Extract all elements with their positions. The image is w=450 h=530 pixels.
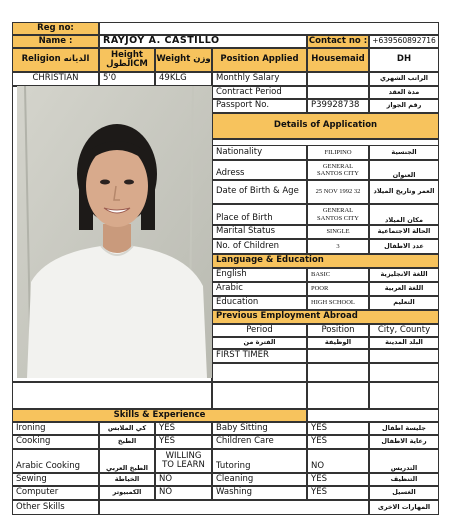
arabic-value: POOR: [307, 282, 369, 296]
housemaid-header: Housemaid: [307, 48, 369, 72]
skill-arabic-cooking-label: Arabic Cooking: [12, 449, 99, 473]
contract-period-label: Contract Period: [212, 86, 307, 99]
employment-entry-position: [307, 349, 369, 363]
skill-baby-sitting-ar: جليسة اطفال: [369, 422, 439, 435]
skill-tutoring-value: NO: [307, 449, 369, 473]
weight-header: Weight وزن: [155, 48, 212, 72]
period-ar: الفترة من: [212, 337, 307, 349]
place-of-birth-value: GENERAL SANTOS CITY: [307, 204, 369, 225]
period-header: Period: [212, 324, 307, 337]
employment-blank-2: [307, 363, 369, 382]
marital-status-ar: الحالة الاجتماعية: [369, 225, 439, 239]
skill-cleaning-value: YES: [307, 473, 369, 486]
skill-cleaning-ar: التنظيف: [369, 473, 439, 486]
children-label: No. of Children: [212, 239, 307, 254]
passport-label: Passport No.: [212, 99, 307, 113]
skill-washing-label: Washing: [212, 486, 307, 500]
employment-entry-city: [369, 349, 439, 363]
skill-baby-sitting-value: YES: [307, 422, 369, 435]
reg-value: [99, 22, 439, 35]
skill-ironing-ar: كي الملابس: [99, 422, 155, 435]
nationality-label: Nationality: [212, 145, 307, 160]
reg-label: Reg no:: [12, 22, 99, 35]
employment-position-ar: الوظيفة: [307, 337, 369, 349]
skill-computer-value: NO: [155, 486, 212, 500]
marital-status-value: SINGLE: [307, 225, 369, 239]
skill-baby-sitting-label: Baby Sitting: [212, 422, 307, 435]
employment-entry: FIRST TIMER: [212, 349, 307, 363]
contact-value: +639560892716: [369, 35, 439, 48]
employment-blank-4: [212, 382, 307, 409]
skill-sewing-value: NO: [155, 473, 212, 486]
applicant-photo: [17, 86, 213, 378]
education-ar: التعليم: [369, 296, 439, 310]
employment-blank-5: [307, 382, 369, 409]
city-county-ar: البلد المدينة: [369, 337, 439, 349]
children-value: 3: [307, 239, 369, 254]
children-ar: عدد الاطفال: [369, 239, 439, 254]
height-label: Height: [111, 49, 143, 60]
english-ar: اللغة الانجليزية: [369, 268, 439, 282]
language-education-header: Language & Education: [212, 254, 439, 268]
skill-sewing-label: Sewing: [12, 473, 99, 486]
skills-header-spacer: [307, 409, 439, 422]
skill-cooking-value: YES: [155, 435, 212, 449]
skill-computer-label: Computer: [12, 486, 99, 500]
skill-children-care-value: YES: [307, 435, 369, 449]
skill-children-care-ar: رعاية الاطفال: [369, 435, 439, 449]
skill-arabic-cooking-ar: الطبخ العربي: [99, 449, 155, 473]
height-value: 5'0: [99, 72, 155, 86]
city-county-header: City, County: [369, 324, 439, 337]
contact-label: Contact no :: [307, 35, 369, 48]
nationality-ar: الجنسية: [369, 145, 439, 160]
passport-value: P39928738: [307, 99, 369, 113]
contract-period-ar: مدة العقد: [369, 86, 439, 99]
skill-tutoring-ar: التدريس: [369, 449, 439, 473]
monthly-salary-value: [307, 72, 369, 86]
arabic-ar: اللغة العربية: [369, 282, 439, 296]
place-of-birth-ar: مكان الميلاد: [369, 204, 439, 225]
employment-blank-6: [369, 382, 439, 409]
skill-ironing-value: YES: [155, 422, 212, 435]
application-form: [12, 22, 439, 517]
position-code: DH: [369, 48, 439, 72]
skill-tutoring-label: Tutoring: [212, 449, 307, 473]
skill-washing-value: YES: [307, 486, 369, 500]
skill-washing-ar: الغسيل: [369, 486, 439, 500]
education-label: Education: [212, 296, 307, 310]
skill-sewing-ar: الخياطة: [99, 473, 155, 486]
english-label: English: [212, 268, 307, 282]
other-skills-ar: المهارات الاخرى: [369, 500, 439, 515]
other-skills-value: [99, 500, 369, 515]
employment-position-header: Position: [307, 324, 369, 337]
weight-value: 49KLG: [155, 72, 212, 86]
address-value: GENERAL SANTOS CITY: [307, 160, 369, 180]
applicant-photo-image: [17, 86, 213, 378]
employment-blank-1: [212, 363, 307, 382]
passport-ar: رقم الجواز: [369, 99, 439, 113]
address-label: Adress: [212, 160, 307, 180]
skill-cooking-label: Cooking: [12, 435, 99, 449]
skill-children-care-label: Children Care: [212, 435, 307, 449]
skill-computer-ar: الكمبيوتر: [99, 486, 155, 500]
details-of-application-header: Details of Application: [212, 113, 439, 139]
education-value: HIGH SCHOOL: [307, 296, 369, 310]
skill-cooking-ar: الطبخ: [99, 435, 155, 449]
date-of-birth-ar: العمر وتاريخ الميلاد: [369, 180, 439, 204]
skill-ironing-label: Ironing: [12, 422, 99, 435]
religion-header: Religion الديانه: [12, 48, 99, 72]
contract-period-value: [307, 86, 369, 99]
nationality-value: FILIPINO: [307, 145, 369, 160]
height-header: [99, 48, 155, 72]
marital-status-label: Marital Status: [212, 225, 307, 239]
english-value: BASIC: [307, 268, 369, 282]
address-ar: العنوان: [369, 160, 439, 180]
monthly-salary-ar: الراتب الشهري: [369, 72, 439, 86]
employment-blank-3: [369, 363, 439, 382]
skill-cleaning-label: Cleaning: [212, 473, 307, 486]
name-label: Name :: [12, 35, 99, 48]
height-unit: الطولCM: [106, 59, 148, 69]
skills-experience-header: Skills & Experience: [12, 409, 307, 422]
date-of-birth-value: 25 NOV 1992 32: [307, 180, 369, 204]
skill-arabic-cooking-value: WILLING TO LEARN: [155, 449, 212, 473]
applicant-name: RAYJOY A. CASTILLO: [99, 35, 307, 48]
other-skills-label: Other Skills: [12, 500, 99, 515]
religion-value: CHRISTIAN: [12, 72, 99, 86]
monthly-salary-label: Monthly Salary: [212, 72, 307, 86]
arabic-label: Arabic: [212, 282, 307, 296]
photo-bottom-blank: [12, 382, 212, 409]
previous-employment-header: Previous Employment Abroad: [212, 310, 439, 324]
position-header: Position Applied: [212, 48, 307, 72]
place-of-birth-label: Place of Birth: [212, 204, 307, 225]
date-of-birth-label: Date of Birth & Age: [212, 180, 307, 204]
